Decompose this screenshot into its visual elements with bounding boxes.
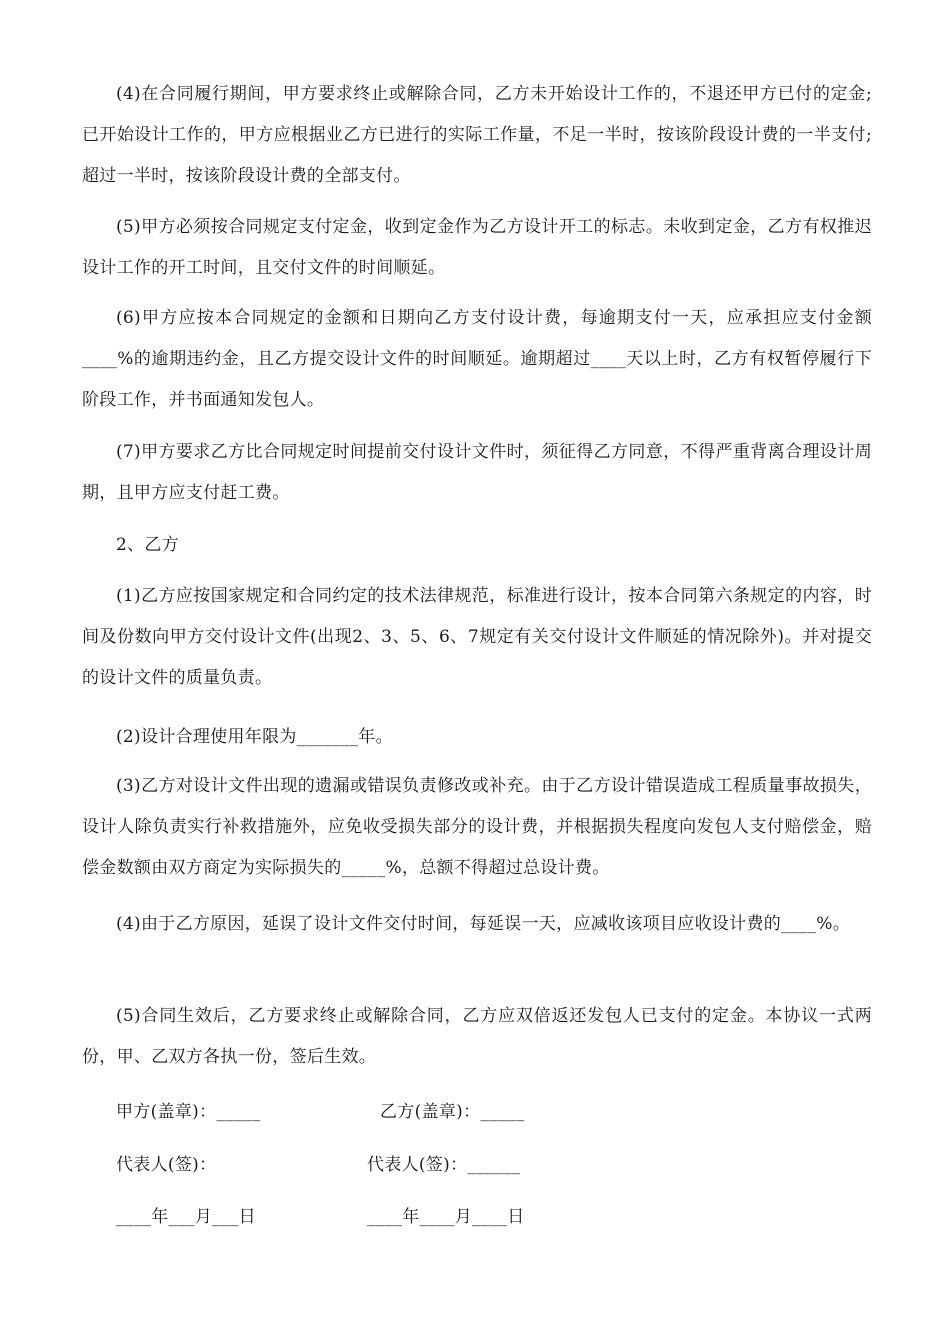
party-b-seal-line: 乙方(盖章)：_____ <box>380 1102 525 1122</box>
clause-b-2: (2)设计合理使用年限为_______年。 <box>116 727 393 747</box>
party-a-rep-line: 代表人(签)： <box>116 1155 217 1175</box>
clause-b-3: (3)乙方对设计文件出现的遗漏或错误负责修改或补充。由于乙方设计错误造成工程质量事故损失，设计人除负责实行补救措施外，应免收受损失部分的设计费，并根据损失程度向发包人支付赔偿金，赔偿金数额由双方商定为实际损失的_____%，总额不得超过总设计费。 <box>82 776 872 878</box>
clause-a-5: (5)甲方必须按合同规定支付定金，收到定金作为乙方设计开工的标志。未收到定金，乙方有权推迟设计工作的开工时间，且交付文件的时间顺延。 <box>82 217 872 278</box>
clause-a-4: (4)在合同履行期间，甲方要求终止或解除合同，乙方未开始设计工作的，不退还甲方已付的定金;已开始设计工作的，甲方应根据业乙方已进行的实际工作量，不足一半时，按该阶段设计费的一半支付;超过一半时，按该阶段设计费的全部支付。 <box>82 84 872 186</box>
party-b-rep-line: 代表人(签)：______ <box>367 1155 521 1175</box>
section-heading-party-b: 2、乙方 <box>116 535 180 555</box>
clause-a-7: (7)甲方要求乙方比合同规定时间提前交付设计文件时，须征得乙方同意，不得严重背离合理设计周期，且甲方应支付赶工费。 <box>82 442 872 503</box>
clause-a-6: (6)甲方应按本合同规定的金额和日期向乙方支付设计费，每逾期支付一天，应承担应支付金额____%的逾期违约金，且乙方提交设计文件的时间顺延。逾期超过____天以上时，乙方有权暂停履行下阶段工作，并书面通知发包人。 <box>82 308 872 410</box>
clause-b-1: (1)乙方应按国家规定和合同约定的技术法律规范，标准进行设计，按本合同第六条规定的内容，时间及份数向甲方交付设计文件(出现2、3、5、6、7规定有关交付设计文件顺延的情况除外)。并对提交的设计文件的质量负责。 <box>82 586 872 688</box>
party-a-date-line: ____年___月___日 <box>116 1207 256 1227</box>
party-a-seal-line: 甲方(盖章)：_____ <box>116 1102 261 1122</box>
clause-b-4: (4)由于乙方原因，延误了设计文件交付时间，每延误一天，应减收该项目应收设计费的____%。 <box>116 914 851 934</box>
party-b-date-line: ____年____月____日 <box>367 1207 525 1227</box>
clause-b-5: (5)合同生效后，乙方要求终止或解除合同，乙方应双倍返还发包人已支付的定金。本协议一式两份，甲、乙双方各执一份，签后生效。 <box>82 1006 872 1067</box>
